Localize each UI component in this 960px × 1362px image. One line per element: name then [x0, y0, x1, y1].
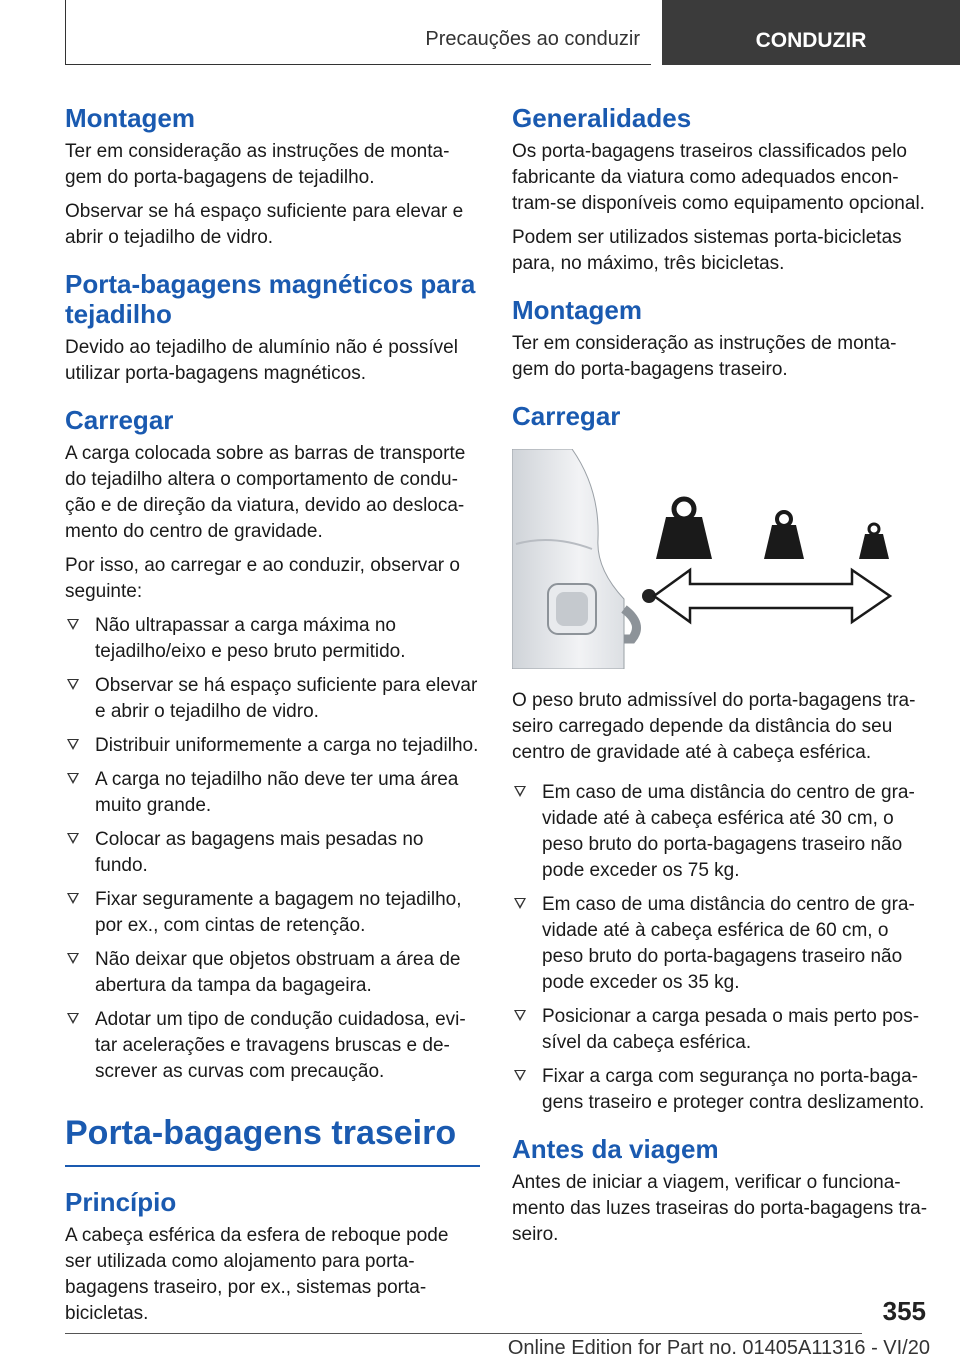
footer-rule	[65, 1333, 862, 1334]
paragraph: Os porta-bagagens traseiros classificados pelo fabricante da viatura como adequados encon-tram-se disponíveis como equipamento opcional.	[512, 141, 925, 214]
paragraph: Ter em consideração as instruções de monta-gem do porta-bagagens traseiro.	[512, 333, 897, 380]
list-item: Posicionar a carga pesada o mais perto pos-sível da cabeça esférica.	[512, 1004, 930, 1056]
heading-magnetic-racks: Porta-bagagens magnéticos para tejadilho	[65, 269, 476, 329]
triangle-bullet-icon	[67, 833, 79, 844]
list-item: Em caso de uma distância do centro de gra-vidade até à cabeça esférica de 60 cm, o peso bruto do porta-bagagens traseiro não pode exceder os 35 kg.	[512, 892, 930, 996]
triangle-bullet-icon	[67, 619, 79, 630]
list-item: Fixar a carga com segurança no porta-baga-gens traseiro e proteger contra deslizamento.	[512, 1064, 930, 1116]
roof-load-list	[65, 613, 480, 1085]
paragraph: O peso bruto admissível do porta-bagagens tra-seiro carregado depende da distância do seu centro de gravidade até à cabeça esférica.	[512, 690, 916, 763]
header-bottom-rule	[65, 64, 651, 65]
weight-large-icon	[656, 499, 712, 559]
list-item: Adotar um tipo de condução cuidadosa, evi-tar acelerações e travagens bruscas e de-screver as curvas com precaução.	[65, 1007, 480, 1085]
triangle-bullet-icon	[67, 739, 79, 750]
header-left-rule	[65, 0, 66, 64]
list-item: Distribuir uniformemente a carga no tejadilho.	[65, 733, 480, 759]
car-bumper-icon	[512, 449, 624, 669]
right-column	[512, 103, 930, 1256]
heading-principio: Princípio	[65, 1187, 177, 1217]
triangle-bullet-icon	[67, 679, 79, 690]
heading-carregar-rear: Carregar	[512, 401, 621, 431]
list-item: Não ultrapassar a carga máxima no tejadilho/eixo e peso bruto permitido.	[65, 613, 480, 665]
distance-arrow-icon	[654, 570, 890, 622]
heading-montagem-rear: Montagem	[512, 295, 642, 325]
heading-underline	[65, 1165, 480, 1167]
heading-generalidades: Generalidades	[512, 103, 692, 133]
paragraph: Devido ao tejadilho de alumínio não é possível utilizar porta-bagagens magnéticos.	[65, 337, 458, 384]
rear-load-illustration	[512, 449, 930, 669]
heading-carregar-roof: Carregar	[65, 405, 174, 435]
section-title: Precauções ao conduzir	[425, 28, 640, 50]
weight-medium-icon	[764, 512, 804, 559]
heading-montagem-roof: Montagem	[65, 103, 195, 133]
triangle-bullet-icon	[514, 1010, 526, 1021]
triangle-bullet-icon	[67, 773, 79, 784]
paragraph: Podem ser utilizados sistemas porta-bicicletas para, no máximo, três bicicletas.	[512, 227, 902, 274]
paragraph: A carga colocada sobre as barras de transporte do tejadilho altera o comportamento de condu-ção e de direção da viatura, devido ao desloca-mento do centro de gravidade.	[65, 443, 466, 542]
chapter-tab-label: CONDUZIR	[755, 29, 867, 52]
paragraph: Por isso, ao carregar e ao conduzir, observar o seguinte:	[65, 555, 460, 602]
page-number: 355	[882, 1296, 926, 1326]
weight-small-icon	[859, 524, 889, 559]
rear-load-list	[512, 780, 930, 1116]
paragraph: Observar se há espaço suficiente para elevar e abrir o tejadilho de vidro.	[65, 201, 464, 248]
paragraph: Ter em consideração as instruções de monta-gem do porta-bagagens de tejadilho.	[65, 141, 450, 188]
paragraph: A cabeça esférica da esfera de reboque pode ser utilizada como alojamento para porta-bagagens traseiro, por ex., sistemas porta-bicicletas.	[65, 1225, 449, 1324]
list-item: Em caso de uma distância do centro de gra-vidade até à cabeça esférica até 30 cm, o peso bruto do porta-bagagens traseiro não pode exceder os 75 kg.	[512, 780, 930, 884]
tow-hook-icon	[624, 609, 637, 639]
triangle-bullet-icon	[514, 786, 526, 797]
triangle-bullet-icon	[67, 1013, 79, 1024]
triangle-bullet-icon	[67, 893, 79, 904]
paragraph: Antes de iniciar a viagem, verificar o funciona-mento das luzes traseiras do porta-bagagens tra-seiro.	[512, 1172, 928, 1245]
list-item: Não deixar que objetos obstruam a área de abertura da tampa da bagageira.	[65, 947, 480, 999]
list-item: Observar se há espaço suficiente para elevar e abrir o tejadilho de vidro.	[65, 673, 480, 725]
left-column	[65, 103, 480, 1335]
heading-rear-rack: Porta-bagagens traseiro	[65, 1114, 457, 1152]
list-item: Fixar seguramente a bagagem no tejadilho, por ex., com cintas de retenção.	[65, 887, 480, 939]
chapter-tab[interactable]	[662, 0, 960, 65]
list-item: A carga no tejadilho não deve ter uma área muito grande.	[65, 767, 480, 819]
triangle-bullet-icon	[514, 898, 526, 909]
triangle-bullet-icon	[514, 1070, 526, 1081]
list-item: Colocar as bagagens mais pesadas no fundo.	[65, 827, 480, 879]
triangle-bullet-icon	[67, 953, 79, 964]
edition-footer: Online Edition for Part no. 01405A11316 - VI/20	[507, 1337, 930, 1359]
heading-antes-viagem: Antes da viagem	[512, 1134, 719, 1164]
